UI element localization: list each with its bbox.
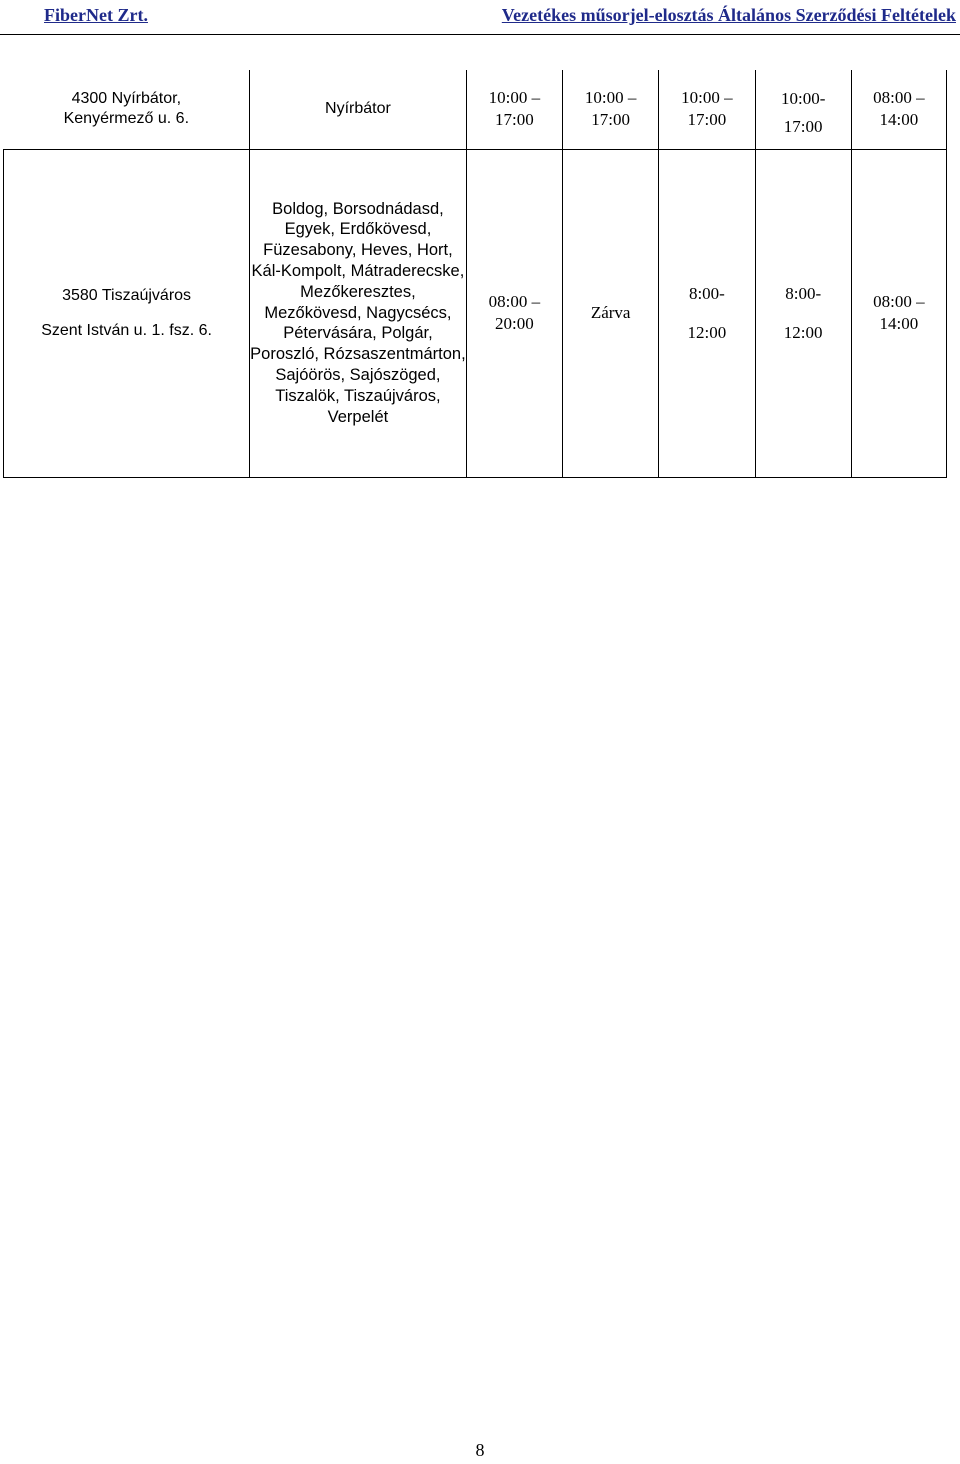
table-row [4,149,947,477]
hours-cell: Zárva [563,149,659,477]
company-name: FiberNet Zrt. [44,5,148,25]
page-header [0,0,960,35]
served-towns: Nyírbátor [250,70,467,149]
served-towns: Boldog, Borsodnádasd, Egyek, Erdőkövesd, Füzesabony, Heves, Hort, Kál-Kompolt, Mátraderecske, Mezőkeresztes, Mezőkövesd, Nagycsécs, Pétervására, Polgár, Poroszló, Rózsaszentmárton, Sajóörös, Sajószöged, Tiszalök, Tiszaújváros, Verpelét [250,149,467,477]
office-address: 3580 Tiszaújváros Szent István u. 1. fsz. 6. [4,149,250,477]
office-address: 4300 Nyírbátor, Kenyérmező u. 6. [4,70,250,149]
page-number: 8 [475,1440,485,1460]
hours-cell: 10:00 – 17:00 [466,70,562,149]
office-hours-table [3,70,947,478]
hours-cell: 08:00 – 14:00 [851,70,946,149]
table-row [4,70,947,149]
document-title: Vezetékes műsorjel-elosztás Általános Szerződési Feltételek [501,5,956,25]
hours-cell: 10:00 – 17:00 [563,70,659,149]
hours-cell: 10:00- 17:00 [755,70,851,149]
hours-cell: 10:00 – 17:00 [659,70,755,149]
hours-cell: 08:00 – 14:00 [851,149,946,477]
hours-cell: 8:00- 12:00 [659,149,755,477]
hours-cell: 08:00 – 20:00 [466,149,562,477]
hours-cell: 8:00- 12:00 [755,149,851,477]
